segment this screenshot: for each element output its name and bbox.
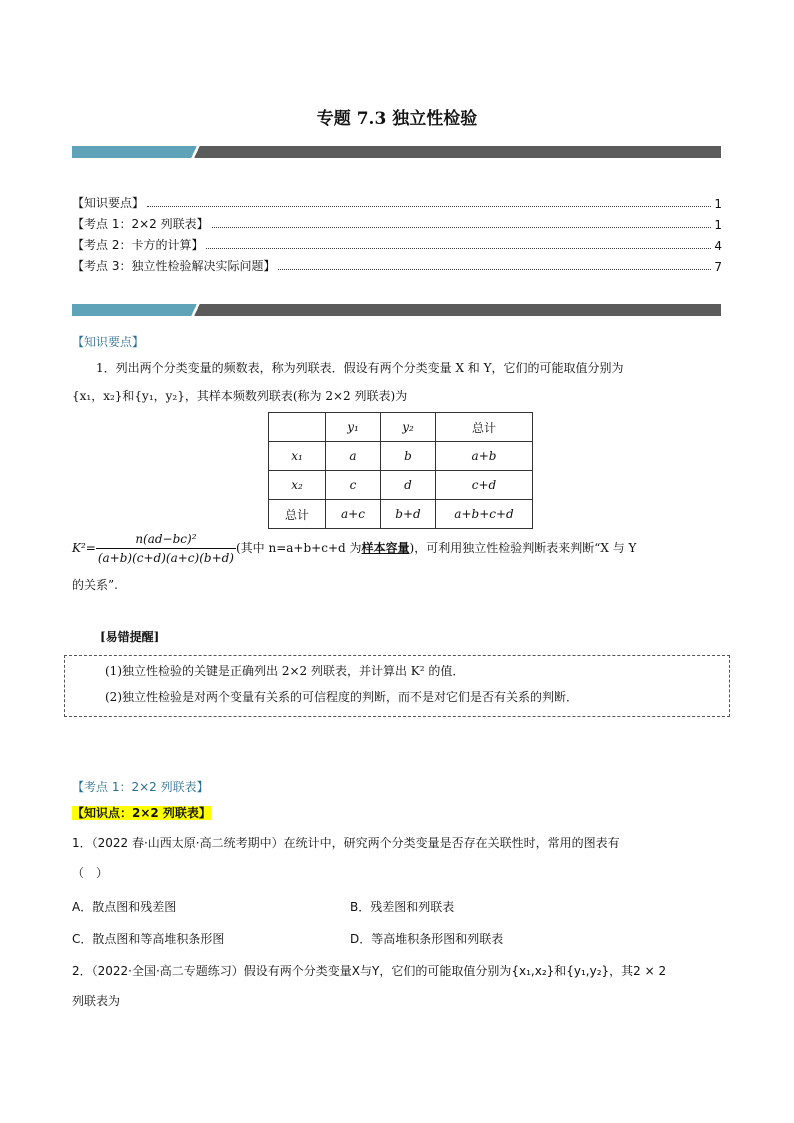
title-divider-bar <box>72 146 721 158</box>
knowledge-para-2: {x₁，x₂}和{y₁，y₂}，其样本频数列联表(称为 2×2 列联表)为 <box>72 389 408 403</box>
table-of-contents <box>72 190 722 274</box>
contingency-table <box>268 412 533 529</box>
toc-item[interactable]: 【考点 3：独立性检验解决实际问题】 7 <box>72 259 722 274</box>
question-2-line-2: 列联表为 <box>72 994 121 1008</box>
warning-item-2: (2)独立性检验是对两个变量有关系的可信程度的判断，而不是对它们是否有关系的判断． <box>105 690 579 704</box>
table-row: x₁ a b a+b <box>269 442 533 471</box>
question-1-line-2: （ ） <box>72 866 109 880</box>
table-row: x₂ c d c+d <box>269 471 533 500</box>
knowledge-tag: 【知识点：2×2 列联表】 <box>72 806 211 820</box>
option-c[interactable]: C．散点图和等高堆积条形图 <box>72 932 225 946</box>
page-title: 专题 7.3 独立性检验 <box>316 109 478 129</box>
warning-heading: [易错提醒] <box>100 630 160 644</box>
question-1-line-1: 1．（2022 春·山西太原·高二统考期中）在统计中，研究两个分类变量是否存在关联性时，常用的图表有 <box>72 836 620 850</box>
toc-divider-bar <box>72 304 721 316</box>
option-b[interactable]: B．残差图和列联表 <box>350 900 455 914</box>
table-row: 总计 a+c b+d a+b+c+d <box>269 500 533 529</box>
toc-item[interactable]: 【考点 2：卡方的计算】 4 <box>72 238 722 253</box>
warning-box <box>64 655 730 717</box>
formula-line-2: 的关系”. <box>72 578 118 592</box>
toc-item[interactable]: 【知识要点】 1 <box>72 196 722 211</box>
knowledge-para-1: 1．列出两个分类变量的频数表，称为列联表．假设有两个分类变量 X 和 Y，它们的可能取值分别为 <box>96 361 624 375</box>
section1-heading: 【考点 1：2×2 列联表】 <box>72 780 209 794</box>
warning-item-1: (1)独立性检验的关键是正确列出 2×2 列联表，并计算出 K² 的值． <box>105 664 465 678</box>
chi-square-formula: K²= $\frac{\text{n(ad−bc)²}}{(a+b)(c+d)(a+c)(b+d)}$ (其中 n=a+b+c+d 为样本容量)，可利用独立性检验判断表来判断“X 与 Y <box>72 532 637 565</box>
option-a[interactable]: A．散点图和残差图 <box>72 900 177 914</box>
knowledge-heading: 【知识要点】 <box>72 335 145 349</box>
table-row: y₁ y₂ 总计 <box>269 413 533 442</box>
question-2-line-1: 2．（2022·全国·高二专题练习）假设有两个分类变量X与Y，它们的可能取值分别为{x₁,x₂}和{y₁,y₂}，其2 × 2 <box>72 964 667 978</box>
option-d[interactable]: D．等高堆积条形图和列联表 <box>350 932 504 946</box>
toc-item[interactable]: 【考点 1：2×2 列联表】 1 <box>72 217 722 232</box>
